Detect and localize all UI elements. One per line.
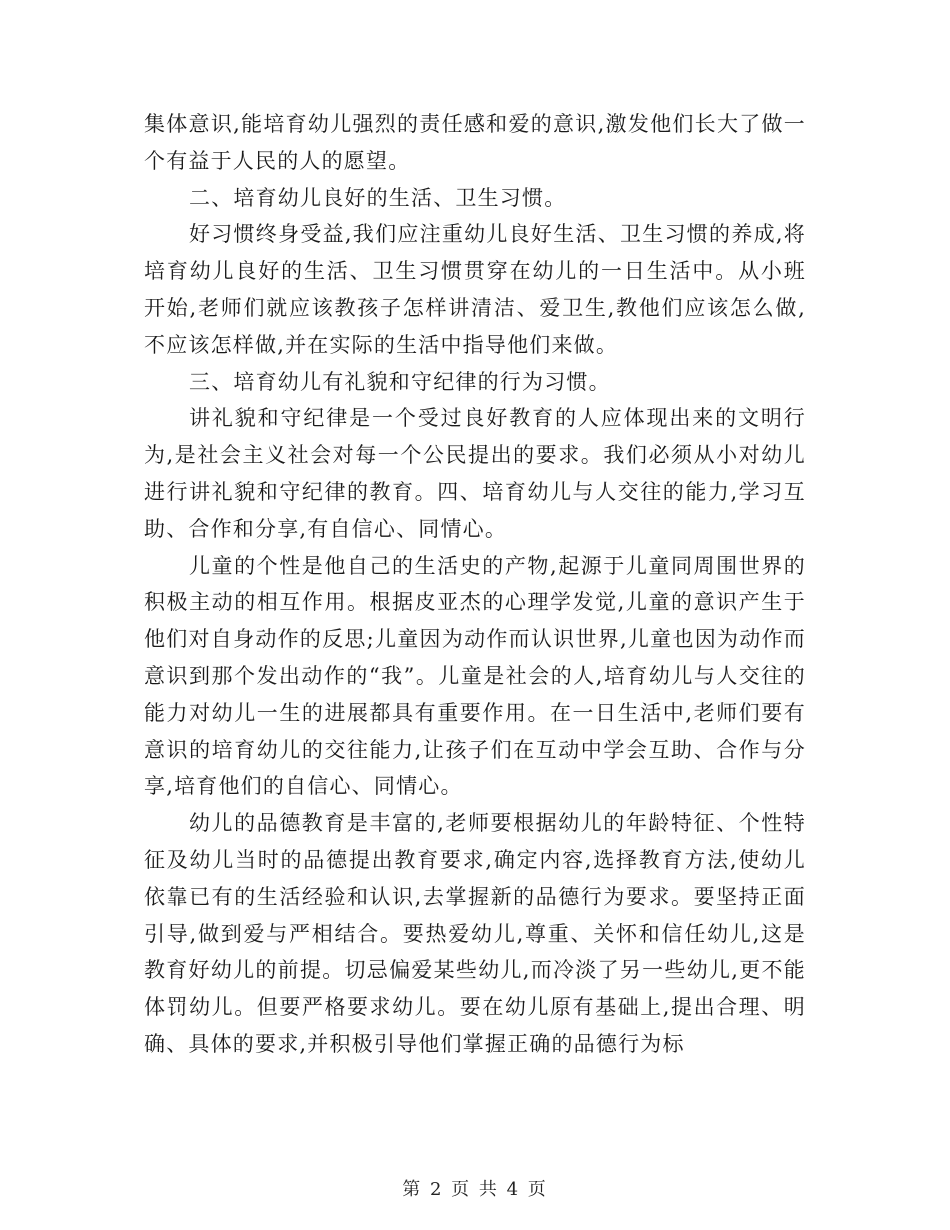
section-heading: 二、培育幼儿良好的生活、卫生习惯。 (189, 185, 567, 210)
paragraph: 集体意识,能培育幼儿强烈的责任感和爱的意识,激发他们长大了做一个有益于人民的人的愿望。 (144, 112, 806, 173)
page-footer: 第 2 页 共 4 页 (402, 1179, 548, 1200)
section-heading: 三、培育幼儿有礼貌和守纪律的行为习惯。 (189, 369, 611, 394)
paragraph: 幼儿的品德教育是丰富的,老师要根据幼儿的年龄特征、个性特征及幼儿当时的品德提出教育要求,确定内容,选择教育方法,使幼儿依靠已有的生活经验和认识,去掌握新的品德行为要求。要坚持正面引导,做到爱与严相结合。要热爱幼儿,尊重、关怀和信任幼儿,这是教育好幼儿的前提。切忌偏爱某些幼儿,而冷淡了另一些幼儿,更不能体罚幼儿。但要严格要求幼儿。要在幼儿原有基础上,提出合理、明确、具体的要求,并积极引导他们掌握正确的品德行为标 (144, 811, 806, 1056)
document-body (144, 106, 806, 1063)
paragraph: 讲礼貌和守纪律是一个受过良好教育的人应体现出来的文明行为,是社会主义社会对每一个公民提出的要求。我们必须从小对幼儿进行讲礼貌和守纪律的教育。四、培育幼儿与人交往的能力,学习互助、合作和分享,有自信心、同情心。 (144, 406, 806, 541)
paragraph: 儿童的个性是他自己的生活史的产物,起源于儿童同周围世界的积极主动的相互作用。根据皮亚杰的心理学发觉,儿童的意识产生于他们对自身动作的反思;儿童因为动作而认识世界,儿童也因为动作而意识到那个发出动作的“我”。儿童是社会的人,培育幼儿与人交往的能力对幼儿一生的进展都具有重要作用。在一日生活中,老师们要有意识的培育幼儿的交往能力,让孩子们在互动中学会互助、合作与分享,培育他们的自信心、同情心。 (144, 553, 806, 799)
paragraph: 好习惯终身受益,我们应注重幼儿良好生活、卫生习惯的养成,将培育幼儿良好的生活、卫生习惯贯穿在幼儿的一日生活中。从小班开始,老师们就应该教孩子怎样讲清洁、爱卫生,教他们应该怎么做,不应该怎样做,并在实际的生活中指导他们来做。 (144, 222, 806, 357)
